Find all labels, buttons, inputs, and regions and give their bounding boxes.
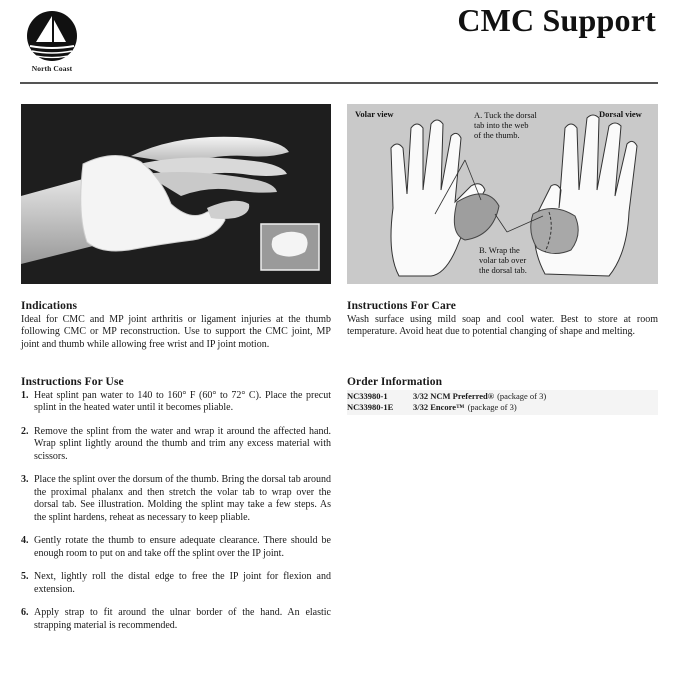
order-table (347, 390, 658, 415)
order-product: 3/32 NCM Preferred® (413, 390, 495, 401)
instruction-step (21, 426, 331, 464)
instruction-step (21, 535, 331, 560)
dorsal-view-label: Dorsal view (599, 109, 642, 119)
step-text: Next, lightly roll the distal edge to free the IP joint for flexion and extension. (34, 571, 331, 595)
step-text: Place the splint over the dorsum of the thumb. Bring the dorsal tab around the proximal phalanx and then stretch the volar tab to wrap over the dorsal tab. See illustration. Molding the splint may take a few steps. As the splint hardens, reheat as necessary to keep pliable. (34, 474, 331, 523)
note-a (474, 110, 537, 140)
header-rule (20, 82, 658, 84)
note-b (479, 245, 527, 275)
note-b-line: the dorsal tab. (479, 265, 527, 275)
page-title: CMC Support (457, 2, 656, 38)
order-code: NC33980-1E (347, 401, 394, 412)
note-a-line: of the thumb. (474, 130, 520, 140)
indications-heading: Indications (21, 300, 78, 312)
sailboat-icon (20, 8, 84, 64)
step-number: 3. (21, 474, 29, 485)
indications-section (21, 300, 331, 351)
step-number: 5. (21, 571, 29, 582)
instruction-step (21, 607, 331, 632)
note-a-line: tab into the web (474, 120, 529, 130)
instructions-care-heading: Instructions For Care (347, 300, 457, 312)
illustration-panel (347, 104, 658, 284)
instructions-list (21, 390, 331, 633)
step-number: 2. (21, 425, 29, 437)
order-code: NC33980-1 (347, 390, 388, 401)
step-text: Apply strap to fit around the ulnar border of the hand. An elastic strapping material is recommended. (34, 607, 331, 631)
order-package: (package of 3) (467, 401, 517, 412)
step-text: Gently rotate the thumb to ensure adequate clearance. There should be enough room to put on and take off the splint over the IP joint. (34, 535, 331, 559)
order-section (347, 376, 658, 415)
logo-text: North Coast (31, 64, 73, 73)
step-number: 6. (21, 607, 29, 618)
step-text: Heat splint pan water to 140 to 160° F (60° to 72° C). Place the precut splint in the heated water until it becomes pliable. (34, 389, 331, 413)
order-package: (package of 3) (497, 390, 547, 401)
instructions-use-section (21, 376, 331, 632)
note-b-line: B. Wrap the (479, 245, 520, 255)
instructions-use-heading: Instructions For Use (21, 376, 124, 388)
note-a-line: A. Tuck the dorsal (474, 110, 537, 120)
step-number: 4. (21, 535, 29, 546)
step-text: Remove the splint from the water and wrap it around the affected hand. Wrap splint lightly around the thumb and trim any excess material with scissors. (34, 425, 331, 462)
instructions-care-text: Wash surface using mild soap and cool water. Best to store at room temperature. Avoid heat due to potential changing of shape and melting. (347, 313, 658, 337)
volar-view-label: Volar view (355, 109, 394, 119)
instructions-care-section (347, 300, 658, 339)
instruction-step (21, 474, 331, 524)
product-photo (21, 104, 331, 284)
order-heading: Order Information (347, 376, 443, 388)
order-row (347, 391, 658, 402)
note-b-line: volar tab over (479, 255, 527, 265)
indications-text: Ideal for CMC and MP joint arthritis or ligament injuries at the thumb following CMC or MP reconstruction. Use to support the CMC joint, MP joint and thumb while allowing free wrist and IP joint motion. (21, 313, 331, 350)
north-coast-logo (20, 8, 84, 76)
instruction-step (21, 390, 331, 415)
order-row (347, 402, 658, 413)
order-product: 3/32 Encore™ (413, 401, 465, 412)
step-number: 1. (21, 389, 29, 401)
instruction-step (21, 571, 331, 596)
